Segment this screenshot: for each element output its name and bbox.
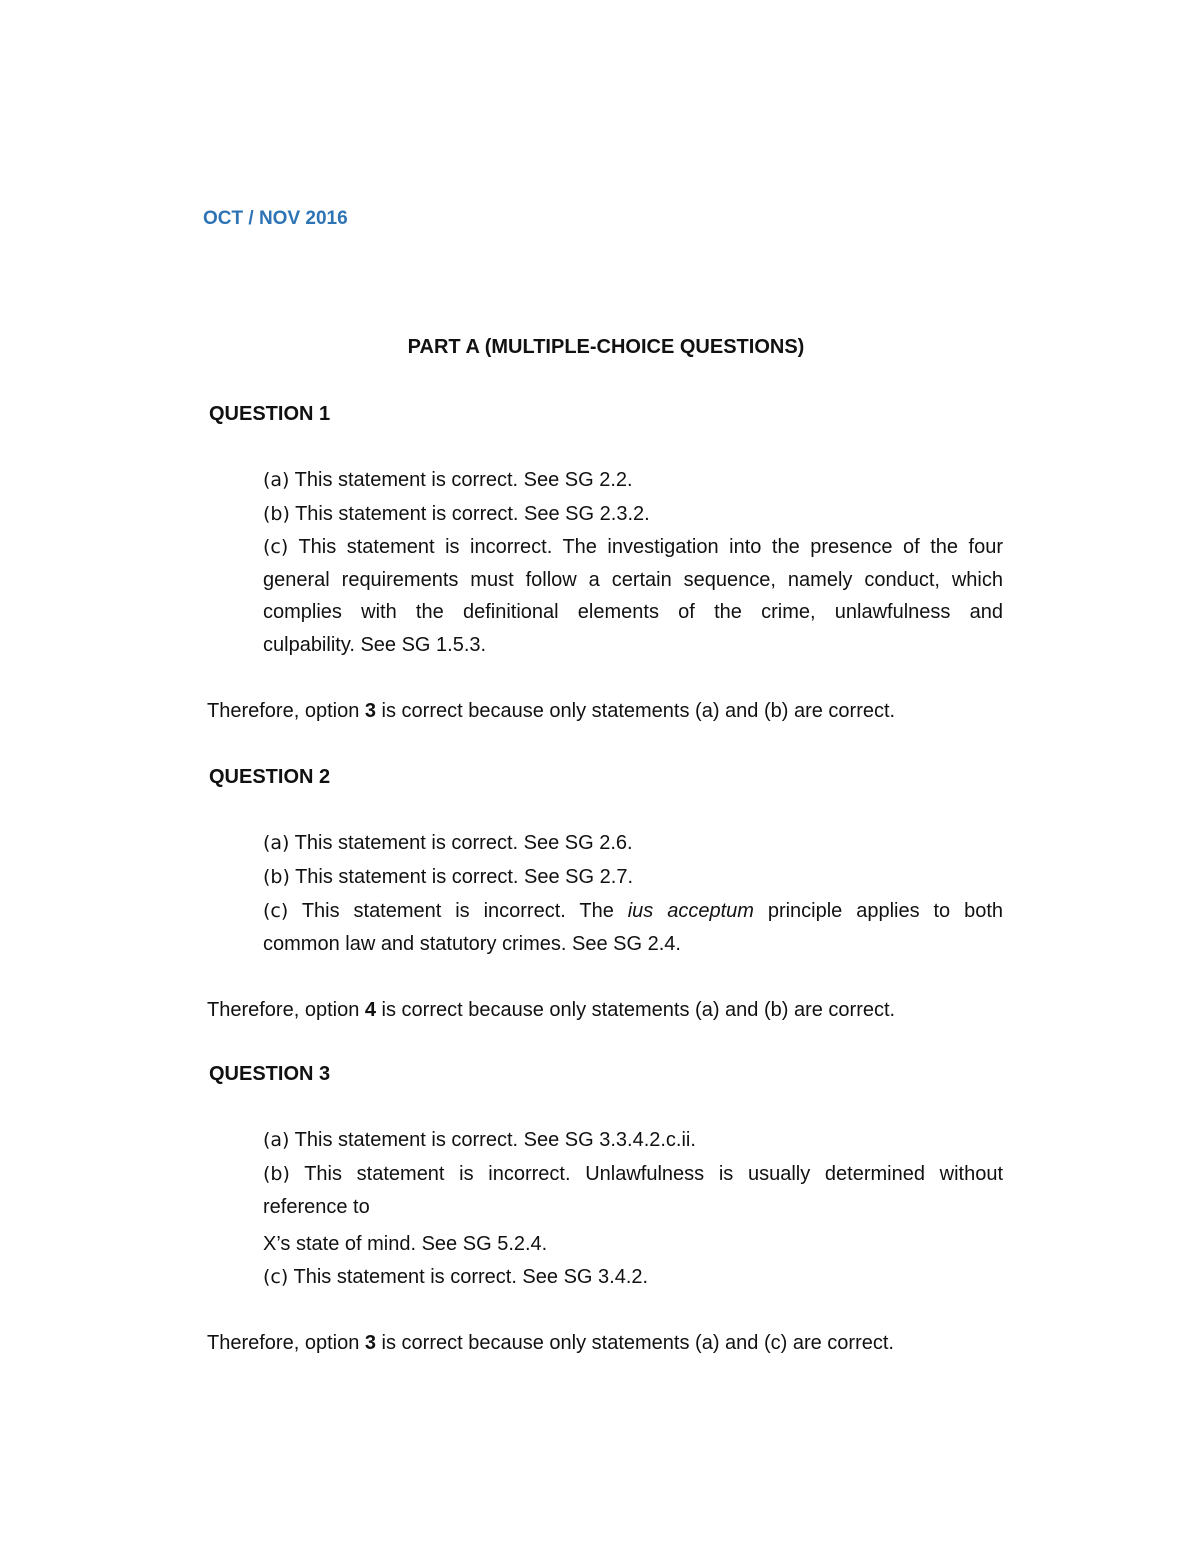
correct-option-number: 3 (364, 1332, 376, 1354)
conclusion-text: is correct because only statements (a) and (c) are correct. (376, 1332, 894, 1354)
correct-option-number: 3 (364, 700, 376, 722)
statement-letter: (b) (263, 503, 290, 525)
question-1-conclusion (207, 700, 895, 723)
statement-text: This statement is correct. See SG 2.6. (289, 832, 633, 854)
question-3-statement-a (263, 1129, 696, 1152)
question-3-statement-b (263, 1163, 1003, 1186)
question-3-statement-b-line3: X’s state of mind. See SG 5.2.4. (263, 1233, 548, 1255)
statement-letter: (a) (263, 1129, 290, 1151)
conclusion-text: Therefore, option (207, 999, 365, 1021)
question-2-statement-b (263, 866, 633, 889)
statement-text: This statement is correct. See SG 2.3.2. (289, 503, 650, 525)
question-2-statement-c-line2: common law and statutory crimes. See SG 2.4. (263, 933, 681, 955)
part-title: PART A (MULTIPLE-CHOICE QUESTIONS) (407, 336, 805, 358)
question-1-statement-b (263, 503, 650, 526)
statement-letter: (c) (263, 536, 289, 558)
statement-text: This statement is correct. See SG 3.4.2. (288, 1266, 649, 1288)
question-1-statement-a (263, 469, 633, 492)
statement-text: This statement is incorrect. The (288, 900, 628, 922)
conclusion-text: is correct because only statements (a) and (b) are correct. (376, 999, 896, 1021)
statement-text: This statement is correct. See SG 2.7. (289, 866, 633, 888)
statement-letter: (b) (263, 1163, 290, 1185)
question-2-heading: QUESTION 2 (209, 766, 331, 788)
question-1-heading: QUESTION 1 (209, 403, 331, 425)
conclusion-text: Therefore, option (207, 1332, 365, 1354)
statement-text: principle applies to both (753, 900, 1003, 922)
header-date: OCT / NOV 2016 (203, 208, 348, 229)
question-3-heading: QUESTION 3 (209, 1063, 331, 1085)
correct-option-number: 4 (364, 999, 376, 1021)
question-1-statement-c (263, 536, 1003, 559)
statement-letter: (b) (263, 866, 290, 888)
question-3-statement-c (263, 1266, 648, 1289)
question-3-statement-b-line2: reference to (263, 1196, 370, 1218)
statement-letter: (a) (263, 469, 290, 491)
statement-text: This statement is correct. See SG 3.3.4.2.c.ii. (289, 1129, 696, 1151)
question-1-statement-c-line3: complies with the definitional elements of the crime, unlawfulness and (263, 601, 1003, 623)
statement-letter: (c) (263, 1266, 289, 1288)
latin-term: ius acceptum (627, 900, 754, 922)
question-2-statement-a (263, 832, 633, 855)
conclusion-text: is correct because only statements (a) and (b) are correct. (376, 700, 896, 722)
statement-letter: (a) (263, 832, 290, 854)
statement-text: This statement is correct. See SG 2.2. (289, 469, 633, 491)
statement-letter: (c) (263, 900, 289, 922)
question-3-conclusion (207, 1332, 894, 1355)
statement-text: This statement is incorrect. Unlawfulness is usually determined without (289, 1163, 1003, 1185)
question-1-statement-c-line2: general requirements must follow a certain sequence, namely conduct, which (263, 569, 1003, 591)
conclusion-text: Therefore, option (207, 700, 365, 722)
question-2-statement-c (263, 900, 1003, 923)
question-2-conclusion (207, 999, 895, 1022)
statement-text: This statement is incorrect. The investigation into the presence of the four (288, 536, 1003, 558)
question-1-statement-c-line4: culpability. See SG 1.5.3. (263, 634, 487, 656)
